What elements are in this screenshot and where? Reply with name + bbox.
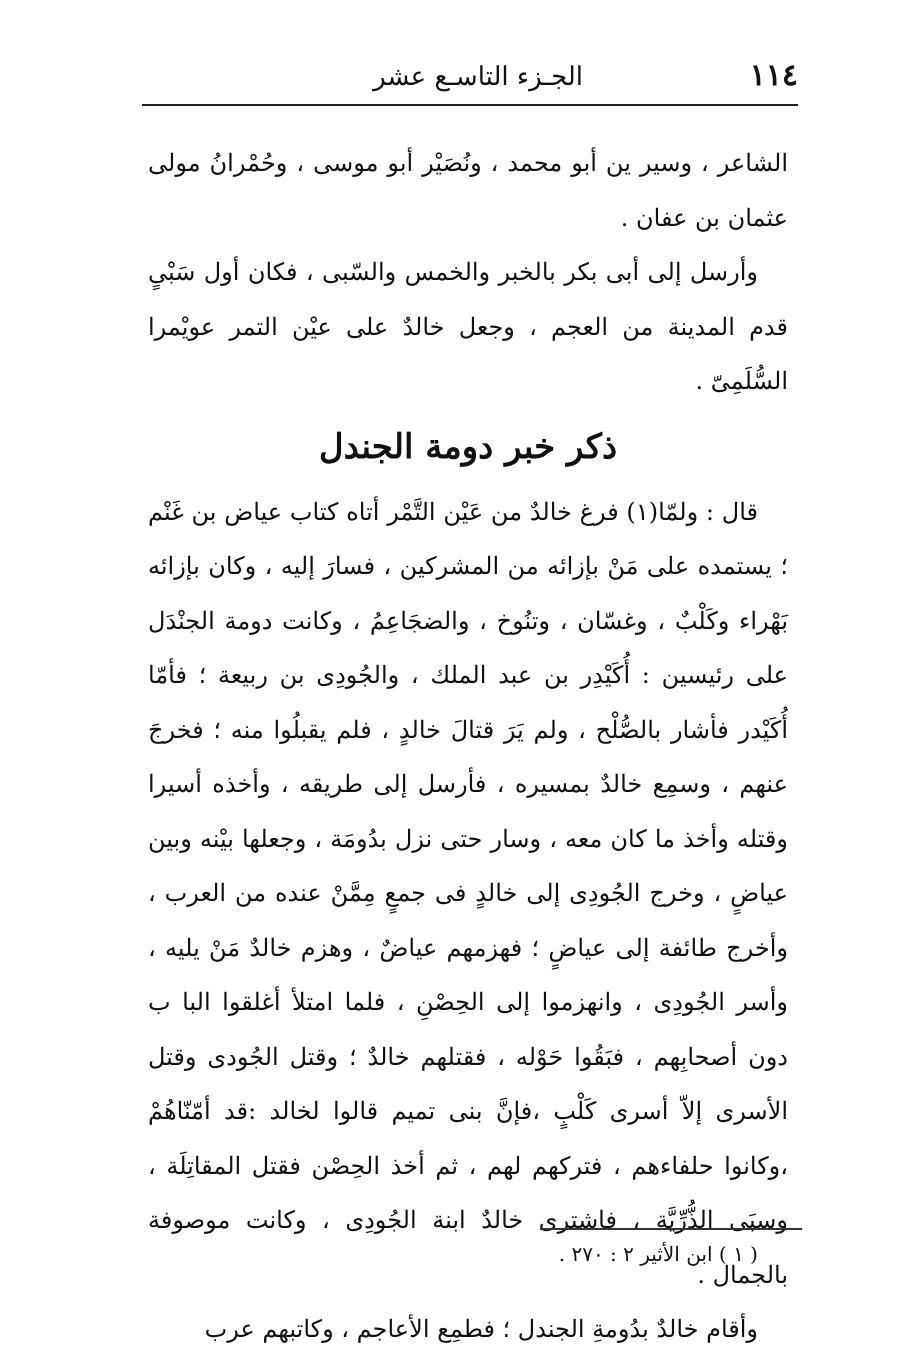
page-number: ١١٤ bbox=[749, 58, 798, 93]
paragraph-4: وأقام خالدٌ بدُومةِ الجندل ؛ فطمِع الأعاجم ، وكاتبهم عرب bbox=[204, 1315, 758, 1343]
footnote: ( ١ ) ابن الأثير ٢ : ٢٧٠ . bbox=[558, 1242, 758, 1266]
paragraph-1: الشاعر ، وسير ين أبو محمد ، ونُصَيْر أبو موسى ، وحُمْرانُ مولى عثمان بن عفان . bbox=[148, 149, 788, 232]
running-title: الجـزء التاسـع عشر bbox=[373, 62, 583, 92]
main-text bbox=[148, 136, 788, 1357]
header-divider bbox=[142, 104, 798, 106]
paragraph-3: قال : ولمّا(١) فرغ خالدٌ من عَيْن التَّمْر أتاه كتاب عياض بن غَنْم ؛ يستمده على مَنْ بإزائه من المشركين ، فسارَ إليه ، وكان بإزائه بَهْراء وكَلْبٌ ، وغسّان ، وتنُوخ ، والضجَاعِمُ ، وكانت دومة الجنْدَل على رئيسين : أُكَيْدِر بن عبد الملك ، والجُودِى بن ربيعة ؛ فأمّا أُكَيْدر فأشار بالصُّلْح ، ولم يَرَ قتالَ خالدٍ ، فلم يقبلُوا منه ؛ فخرجَ عنهم ، وسمِع خالدٌ بمسيره ، فأرسل إلى طريقه ، وأخذه أسيرا وقتله وأخذ ما كان معه ، وسار حتى نزل بدُومَة ، وجعلها بيْنه وبين عياضٍ ، وخرج الجُودِى إلى خالدٍ فى جمعٍ مِمَّنْ عنده من العرب ، وأخرج طائفة إلى عياضٍ ؛ فهزمهم عياضٌ ، وهزم خالدٌ مَنْ يليه ، وأسر الجُودِى ، وانهزموا إلى الحِصْنِ ، فلما امتلأ أغلقوا البا ب دون أصحابِهم ، فبَقُوا حَوْله ، فقتلهم خالدٌ ؛ وقتل الجُودى وقتل الأسرى إلاّ أسرى كَلْبٍ ،فإنَّ بنى تميم قالوا لخالد :قد أمّنّاهُمْ ،وكانوا حلفاءهم ، فتركهم لهم ، ثم أخذ الحِصْن فقتل المقاتِلَة ، وسبَى الذُّرِّيَّة ، فاشترى خالدٌ ابنة الجُودِى ، وكانت موصوفة بالجمال . bbox=[148, 497, 789, 1289]
page-header bbox=[142, 58, 798, 98]
section-title: ذكر خبر دومة الجندل bbox=[318, 426, 618, 467]
paragraph-2: وأرسل إلى أبى بكر بالخبر والخمس والسّبى ، فكان أول سَبْىٍ قدم المدينة من العجم ، وجعل خالدٌ على عيْن التمر عويْمرا السُّلَمِىّ . bbox=[148, 258, 788, 395]
footnote-divider bbox=[540, 1228, 802, 1230]
